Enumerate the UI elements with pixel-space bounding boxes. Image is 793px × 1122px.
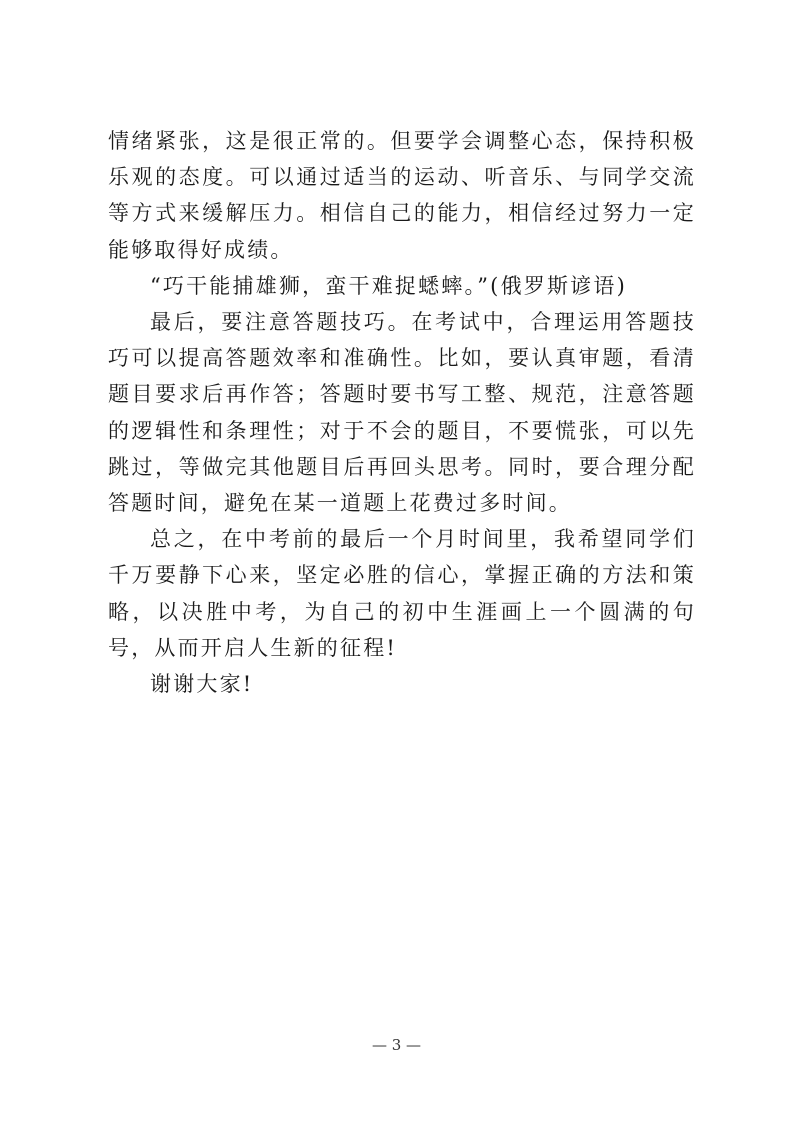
- paragraph-thanks: 谢谢大家!: [150, 672, 254, 697]
- page-number: — 3 —: [371, 1036, 422, 1054]
- paragraph-conclusion: 总之，在中考前的最后一个月时间里，我希望同学们千万要静下心来，坚定必胜的信心，掌握正确的方法和策略，以决胜中考，为自己的初中生涯画上一个圆满的句号，从而开启人生新的征程!: [108, 527, 696, 660]
- paragraph-answer-techniques: 最后，要注意答题技巧。在考试中，合理运用答题技巧可以提高答题效率和准确性。比如，要认真审题，看清题目要求后再作答；答题时要书写工整、规范，注意答题的逻辑性和条理性；对于不会的题目，不要慌张，可以先跳过，等做完其他题目后再回头思考。同时，要合理分配答题时间，避免在某一道题上花费过多时间。: [108, 310, 696, 516]
- paragraph-proverb-quote: “巧干能捕雄狮，蛮干难捉蟋蟀。”(俄罗斯谚语): [150, 273, 627, 298]
- paragraph-stress-management: 情绪紧张，这是很正常的。但要学会调整心态，保持积极乐观的态度。可以通过适当的运动、听音乐、与同学交流等方式来缓解压力。相信自己的能力，相信经过努力一定能够取得好成绩。: [108, 129, 696, 262]
- document-body: [108, 123, 696, 702]
